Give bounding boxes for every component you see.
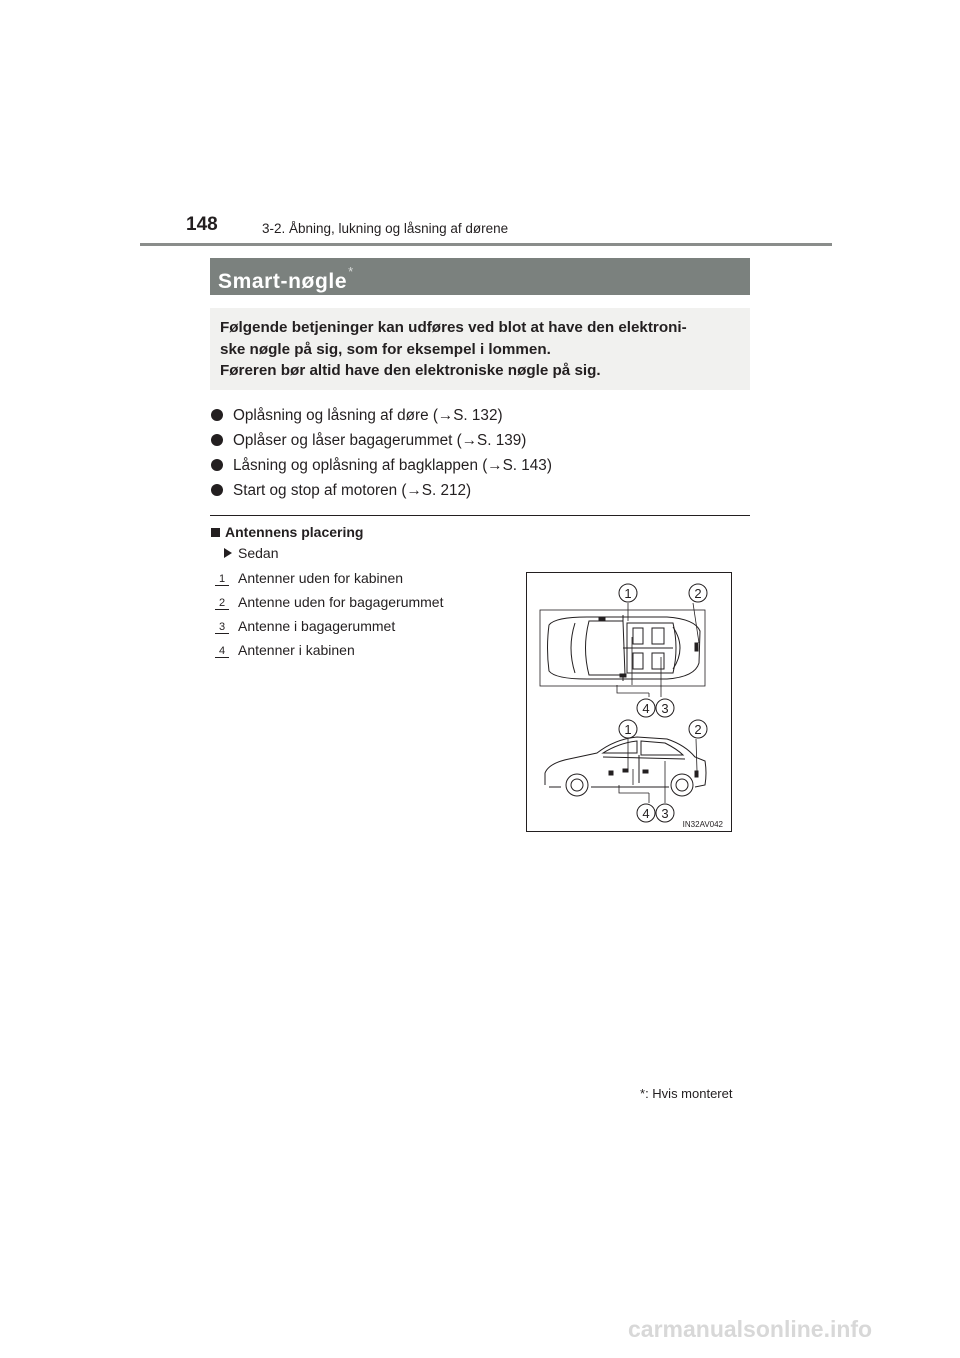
variant-text: Sedan xyxy=(238,545,279,561)
car-top-view xyxy=(540,610,705,686)
legend-item xyxy=(215,569,403,587)
antenna-diagram xyxy=(526,572,732,832)
section-divider xyxy=(210,515,750,516)
callout-number: 4 xyxy=(642,701,650,716)
bullet-item xyxy=(211,431,526,451)
title-asterisk: * xyxy=(348,264,354,279)
legend-label: Antenner i kabinen xyxy=(238,642,355,658)
header-divider xyxy=(140,243,832,246)
bullet-text: Låsning og oplåsning af bagklappen (→S. 143) xyxy=(233,457,552,474)
page-number: 148 xyxy=(186,214,218,235)
bullet-item xyxy=(211,406,503,426)
section-heading: 3-2. Åbning, lukning og låsning af dørene xyxy=(262,221,509,236)
legend-label: Antenner uden for kabinen xyxy=(238,570,404,586)
title-text: Smart-nøgle xyxy=(218,270,348,293)
title-bar xyxy=(210,258,750,295)
legend-item xyxy=(215,617,395,635)
callout-number: 2 xyxy=(694,586,702,601)
bullet-item xyxy=(211,481,471,501)
bullet-item xyxy=(211,456,552,476)
legend-item xyxy=(215,641,355,659)
bullet-dot-icon xyxy=(211,409,223,421)
legend-label: Antenne i bagagerummet xyxy=(238,618,396,634)
watermark: carmanualsonline.info xyxy=(628,1316,873,1342)
subsection-title: Antennens placering xyxy=(225,524,364,540)
bullet-dot-icon xyxy=(211,484,223,496)
intro-line: Følgende betjeninger kan udføres ved blot at have den elektroni- xyxy=(220,319,687,336)
bullet-text: Oplåser og låser bagagerummet (→S. 139) xyxy=(233,432,527,449)
legend-number: 2 xyxy=(215,598,229,610)
bullet-text: Oplåsning og låsning af døre (→S. 132) xyxy=(233,407,503,424)
legend-number: 4 xyxy=(215,646,229,658)
subsection-heading xyxy=(211,523,363,541)
variant-label xyxy=(224,544,278,562)
callout-number: 1 xyxy=(624,722,632,737)
footnote xyxy=(640,1086,732,1102)
figure-code: IN32AV042 xyxy=(682,820,723,829)
intro-box xyxy=(210,308,750,390)
callout-number: 3 xyxy=(661,806,669,821)
bullet-dot-icon xyxy=(211,459,223,471)
legend-item xyxy=(215,593,443,611)
footnote-text: : Hvis monteret xyxy=(645,1086,733,1101)
callout-number: 3 xyxy=(661,701,669,716)
callout-number: 4 xyxy=(642,806,650,821)
legend-number: 1 xyxy=(215,574,229,586)
legend-label: Antenne uden for bagagerummet xyxy=(238,594,444,610)
intro-line: ske nøgle på sig, som for eksempel i lommen. xyxy=(220,340,551,358)
intro-line: Føreren bør altid have den elektroniske nøgle på sig. xyxy=(220,362,601,379)
bullet-dot-icon xyxy=(211,434,223,446)
legend-number: 3 xyxy=(215,622,229,634)
callout-number: 2 xyxy=(694,722,702,737)
side-callouts xyxy=(619,720,707,822)
footnote-star: * xyxy=(640,1086,646,1101)
antenna-diagram-svg xyxy=(527,573,731,831)
car-side-view xyxy=(545,737,706,796)
square-bullet-icon xyxy=(211,528,220,537)
triangle-arrow-icon xyxy=(224,548,232,558)
bullet-text: Start og stop af motoren (→S. 212) xyxy=(233,482,472,499)
intro-text xyxy=(220,317,745,382)
page-title xyxy=(218,263,354,295)
callout-number: 1 xyxy=(624,586,632,601)
